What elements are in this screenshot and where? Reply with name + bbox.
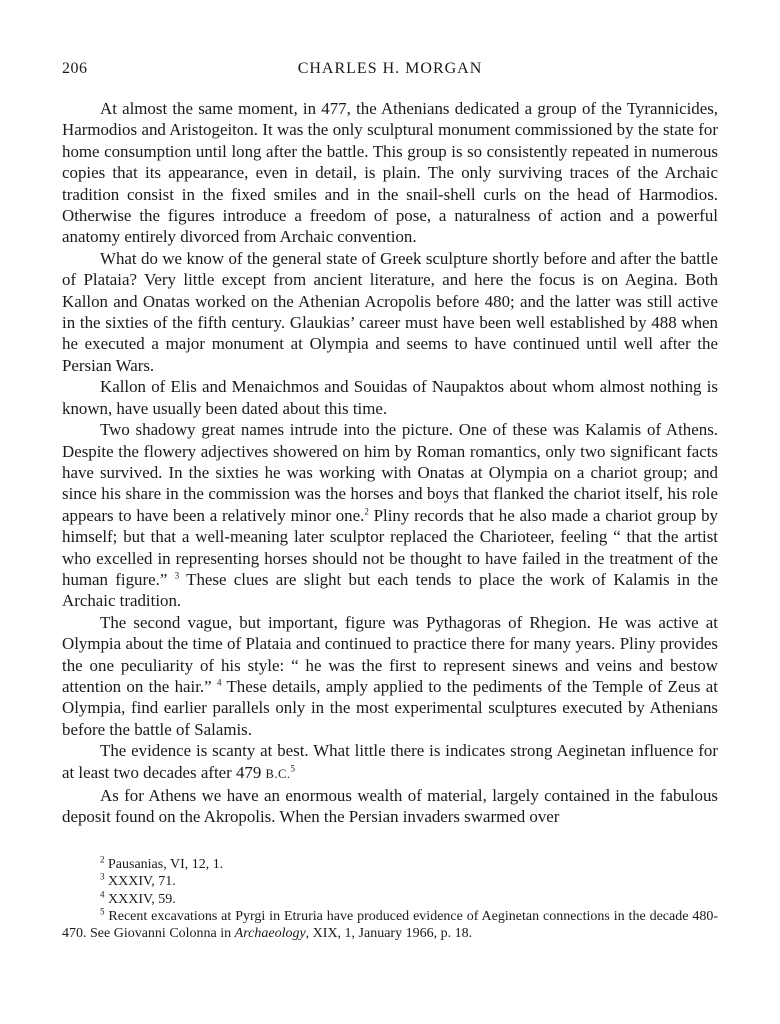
document-page (62, 60, 718, 943)
footnote-3-text: XXXIV, 71. (104, 874, 176, 890)
footnote-2 (62, 856, 718, 873)
paragraph-tyrannicides: At almost the same moment, in 477, the Athenians dedicated a group of the Tyrannicides, Harmodios and Aristogeiton. It was the only sculptural monument commissioned by the state for home consumption until long after the battle. This group is so consistently repeated in numerous copies that its appearance, even in detail, is plain. The only surviving traces of the Archaic tradition consist in the fixed smiles and in the snail-shell curls on the head of Harmodios. Otherwise the figures introduce a freedom of pose, a naturalness of action and a powerful anatomy entirely divorced from Archaic convention. (62, 99, 718, 247)
paragraph-athens: As for Athens we have an enormous wealth of material, largely contained in the fabulous deposit found on the Akropolis. When the Persian invaders swarmed over (62, 786, 718, 827)
paragraph-kalamis (62, 419, 718, 612)
footnote-3-mark: 3 (100, 871, 105, 882)
footnote-4-text: XXXIV, 59. (104, 891, 176, 907)
paragraph-greek-sculpture: What do we know of the general state of Greek sculpture shortly before and after the battle of Plataia? Very little except from ancient literature, and here the focus is on Aegina. Both Kallon and Onatas worked on the Athenian Acropolis before 480; and the latter was still active in the sixties of the fifth century. Glaukias’ career must have been well established by 488 when he executed a major monument at Olympia and seems to have continued until well after the Persian Wars. (62, 248, 718, 375)
footnote-ref-2: 2 (364, 506, 369, 517)
footnote-ref-3: 3 (174, 570, 180, 581)
footnote-4 (62, 888, 718, 908)
body-text (62, 98, 718, 828)
paragraph-kallon: Kallon of Elis and Menaichmos and Souidas of Naupaktos about whom almost nothing is known, have usually been dated about this time. (62, 377, 718, 418)
era-abbreviation: B.C. (265, 766, 291, 781)
footnote-5 (62, 908, 718, 943)
paragraph-kalamis-text-c: These clues are slight but each tends to place the work of Kalamis in the Archaic tradition. (62, 569, 719, 611)
paragraph-kalamis-text-a: Two shadowy great names intrude into the picture. One of these was Kalamis of Athens. Despite the flowery adjectives showered on him by Roman romantics, only two significant facts have survived. In the sixties he was working with Onatas at Olympia on a chariot group; and since his share in the commission was the horses and boys that flanked the chariot itself, his role appears to have been a relatively minor one. (62, 420, 718, 525)
page-header (62, 60, 718, 84)
footnote-4-mark: 4 (100, 888, 105, 899)
paragraph-pythagoras (62, 612, 718, 740)
paragraph-kalamis-text-b: Pliny records that he also made a chariot group by himself; but that a well-meaning later sculptor replaced the Charioteer, feeling “ that the artist who excelled in representing horses should not be thought to have failed in the treatment of the human figure.” (62, 505, 718, 589)
page-number: 206 (62, 60, 88, 77)
footnote-2-mark: 2 (100, 854, 105, 865)
footnote-3 (62, 873, 718, 890)
paragraph-evidence-text: The evidence is scanty at best. What little there is indicates strong Aeginetan influence for at least two decades after 479 (62, 741, 718, 782)
footnote-2-text: Pausanias, VI, 12, 1. (104, 856, 224, 872)
footnote-5-text-b: , XIX, 1, January 1966, p. 18. (305, 926, 473, 942)
paragraph-pythagoras-text-a: The second vague, but important, figure was Pythagoras of Rhegion. He was active at Olympia about the time of Plataia and continued to practice there for many years. Pliny provides the one peculiarity of his style: “ he was the first to represent sinews and veins and bestow attention on the hair.” (62, 612, 718, 696)
footnote-5-journal: Archaeology (234, 926, 306, 942)
footnote-ref-4: 4 (216, 677, 222, 688)
paragraph-evidence (62, 740, 718, 785)
paragraph-pythagoras-text-b: These details, amply applied to the pediments of the Temple of Zeus at Olympia, find earlier parallels only in the most experimental sculptures executed by Athenians before the battle of Salamis. (62, 676, 718, 739)
footnote-5-mark: 5 (100, 906, 105, 917)
footnote-5-text-a: Recent excavations at Pyrgi in Etruria have produced evidence of Aeginetan connections in the decade 480-470. See Giovanni Colonna in (62, 909, 718, 942)
footnotes (62, 856, 718, 943)
footnote-ref-5: 5 (290, 762, 295, 773)
running-head: CHARLES H. MORGAN (297, 60, 483, 77)
